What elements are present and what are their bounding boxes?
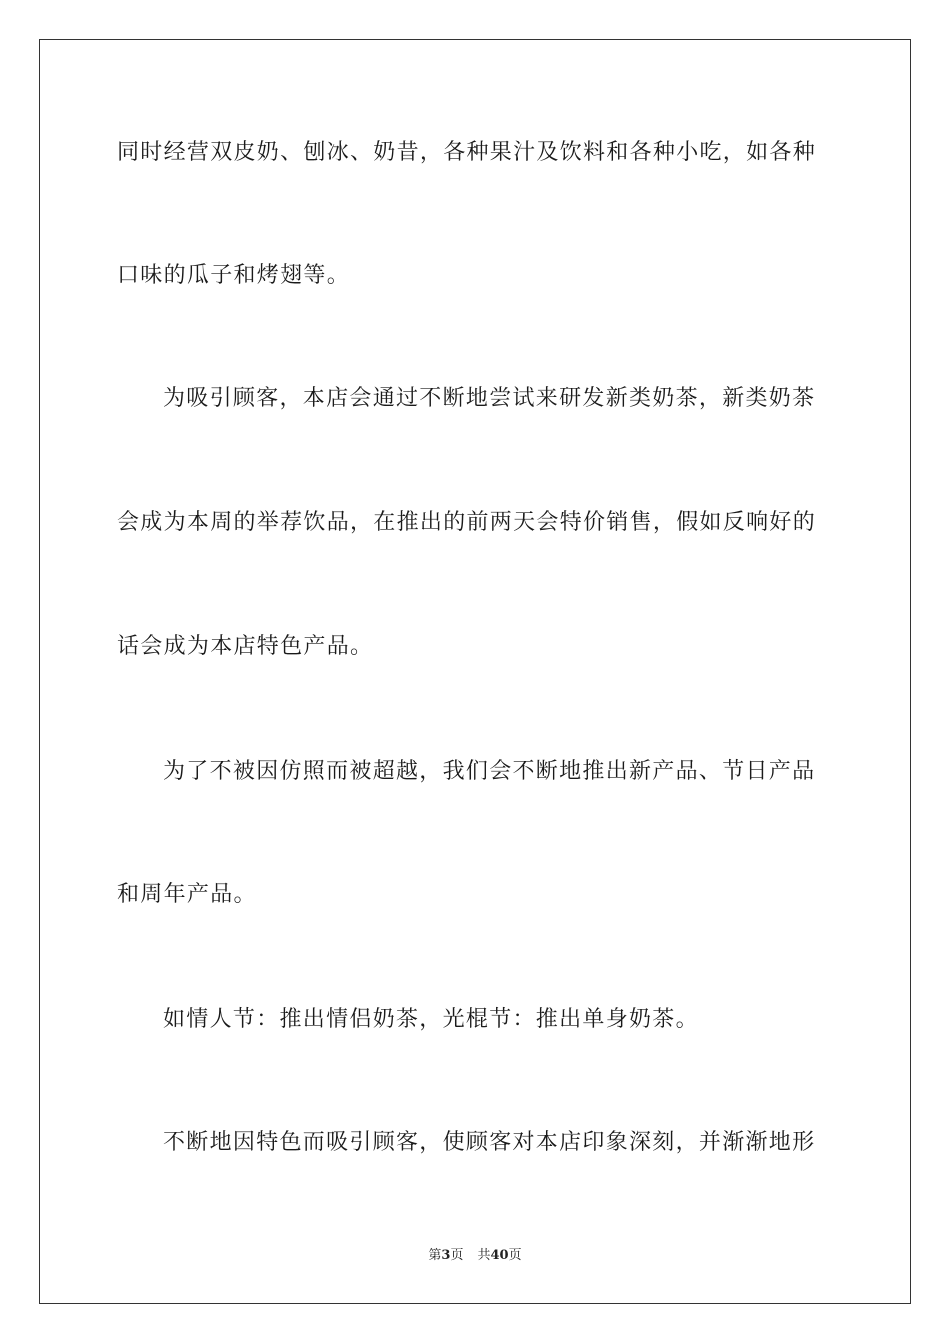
page-border (39, 39, 911, 1304)
text-line-4: 会成为本周的举荐饮品，在推出的前两天会特价销售，假如反响好的 (117, 510, 817, 535)
total-pages: 40 (490, 1248, 509, 1263)
page-suffix: 页 (450, 1248, 464, 1263)
page-footer (0, 1247, 950, 1265)
text-line-1: 同时经营双皮奶、刨冰、奶昔，各种果汁及饮料和各种小吃，如各种 (117, 140, 817, 165)
text-line-7: 和周年产品。 (117, 882, 257, 907)
total-suffix: 页 (508, 1248, 522, 1263)
text-line-8: 如情人节：推出情侣奶茶，光棍节：推出单身奶茶。 (163, 1007, 699, 1032)
text-line-9: 不断地因特色而吸引顾客，使顾客对本店印象深刻，并渐渐地形 (163, 1130, 816, 1155)
text-line-3: 为吸引顾客，本店会通过不断地尝试来研发新类奶茶，新类奶茶 (163, 386, 816, 411)
page-number: 3 (441, 1248, 451, 1263)
total-prefix: 共 (477, 1248, 491, 1263)
text-line-2: 口味的瓜子和烤翅等。 (117, 263, 351, 288)
page-prefix: 第 (428, 1248, 442, 1263)
text-line-5: 话会成为本店特色产品。 (117, 634, 374, 659)
text-line-6: 为了不被因仿照而被超越，我们会不断地推出新产品、节日产品 (163, 759, 816, 784)
